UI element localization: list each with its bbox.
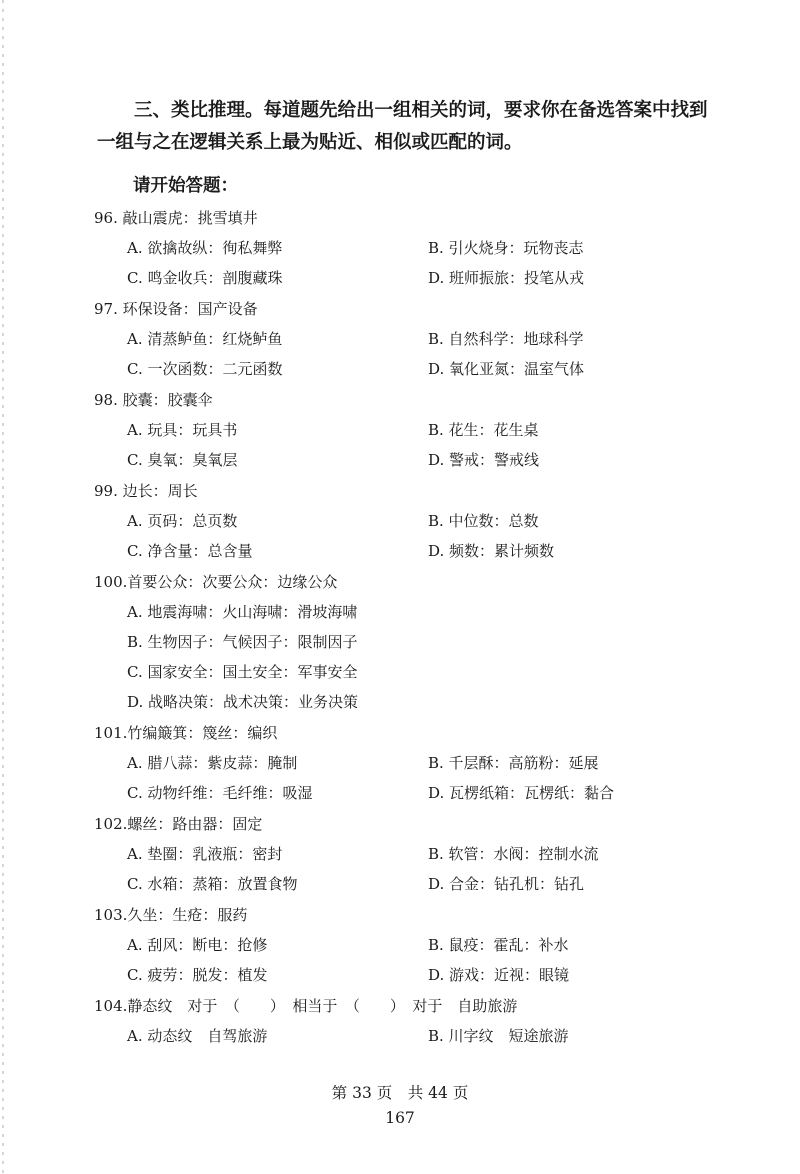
option-101-c: C. 动物纤维：毛纤维：吸湿: [127, 784, 313, 802]
option-99-a: A. 页码：总页数: [127, 512, 238, 530]
instructions-line-1: 三、类比推理。每道题先给出一组相关的词，要求你在备选答案中找到: [134, 100, 708, 121]
option-102-c: C. 水箱：蒸箱：放置食物: [127, 875, 298, 893]
section-instructions: [97, 95, 737, 159]
option-102-a: A. 垫圈：乳液瓶：密封: [127, 845, 283, 863]
question-97: 97. 环保设备：国产设备: [94, 300, 258, 318]
option-101-b: B. 千层酥：高筋粉：延展: [428, 754, 599, 772]
start-prompt: 请开始答题：: [133, 176, 238, 196]
option-97-c: C. 一次函数：二元函数: [127, 360, 283, 378]
page-number: 167: [385, 1109, 415, 1127]
instructions-line-2: 一组与之在逻辑关系上最为贴近、相似或匹配的词。: [97, 132, 523, 153]
question-98: 98. 胶囊：胶囊伞: [94, 391, 213, 409]
option-100-d: D. 战略决策：战术决策：业务决策: [127, 693, 359, 711]
option-100-b: B. 生物因子：气候因子：限制因子: [127, 633, 358, 651]
option-96-b: B. 引火烧身：玩物丧志: [428, 239, 584, 257]
option-100-a: A. 地震海啸：火山海啸：滑坡海啸: [127, 603, 358, 621]
option-103-b: B. 鼠疫：霍乱：补水: [428, 936, 569, 954]
option-102-d: D. 合金：钻孔机：钻孔: [428, 875, 585, 893]
question-100: 100.首要公众：次要公众：边缘公众: [94, 573, 338, 591]
option-96-d: D. 班师振旅：投笔从戎: [428, 269, 585, 287]
option-96-a: A. 欲擒故纵：徇私舞弊: [127, 239, 283, 257]
option-104-b: B. 川字纹 短途旅游: [428, 1027, 569, 1045]
question-96: 96. 敲山震虎：挑雪填井: [94, 209, 258, 227]
option-98-a: A. 玩具：玩具书: [127, 421, 238, 439]
question-103: 103.久坐：生疮：服药: [94, 906, 248, 924]
option-99-c: C. 净含量：总含量: [127, 542, 253, 560]
question-99: 99. 边长：周长: [94, 482, 198, 500]
option-102-b: B. 软管：水阀：控制水流: [428, 845, 599, 863]
scan-edge-mark: [2, 0, 4, 1174]
option-99-b: B. 中位数：总数: [428, 512, 539, 530]
option-97-d: D. 氧化亚氮：温室气体: [428, 360, 585, 378]
option-99-d: D. 频数：累计频数: [428, 542, 555, 560]
option-97-a: A. 清蒸鲈鱼：红烧鲈鱼: [127, 330, 283, 348]
option-98-b: B. 花生：花生桌: [428, 421, 539, 439]
option-100-c: C. 国家安全：国土安全：军事安全: [127, 663, 358, 681]
option-96-c: C. 鸣金收兵：剖腹藏珠: [127, 269, 283, 287]
option-98-c: C. 臭氧：臭氧层: [127, 451, 238, 469]
question-102: 102.螺丝：路由器：固定: [94, 815, 263, 833]
option-97-b: B. 自然科学：地球科学: [428, 330, 584, 348]
option-101-d: D. 瓦楞纸箱：瓦楞纸：黏合: [428, 784, 615, 802]
option-103-d: D. 游戏：近视：眼镜: [428, 966, 570, 984]
page-indicator: 第 33 页 共 44 页: [331, 1084, 469, 1102]
option-103-a: A. 刮风：断电：抢修: [127, 936, 268, 954]
question-104: 104.静态纹 对于 （ ） 相当于 （ ） 对于 自助旅游: [94, 997, 518, 1015]
question-101: 101.竹编簸箕：篾丝：编织: [94, 724, 278, 742]
option-104-a: A. 动态纹 自驾旅游: [127, 1027, 268, 1045]
option-103-c: C. 疲劳：脱发：植发: [127, 966, 268, 984]
option-98-d: D. 警戒：警戒线: [428, 451, 540, 469]
option-101-a: A. 腊八蒜：紫皮蒜：腌制: [127, 754, 298, 772]
